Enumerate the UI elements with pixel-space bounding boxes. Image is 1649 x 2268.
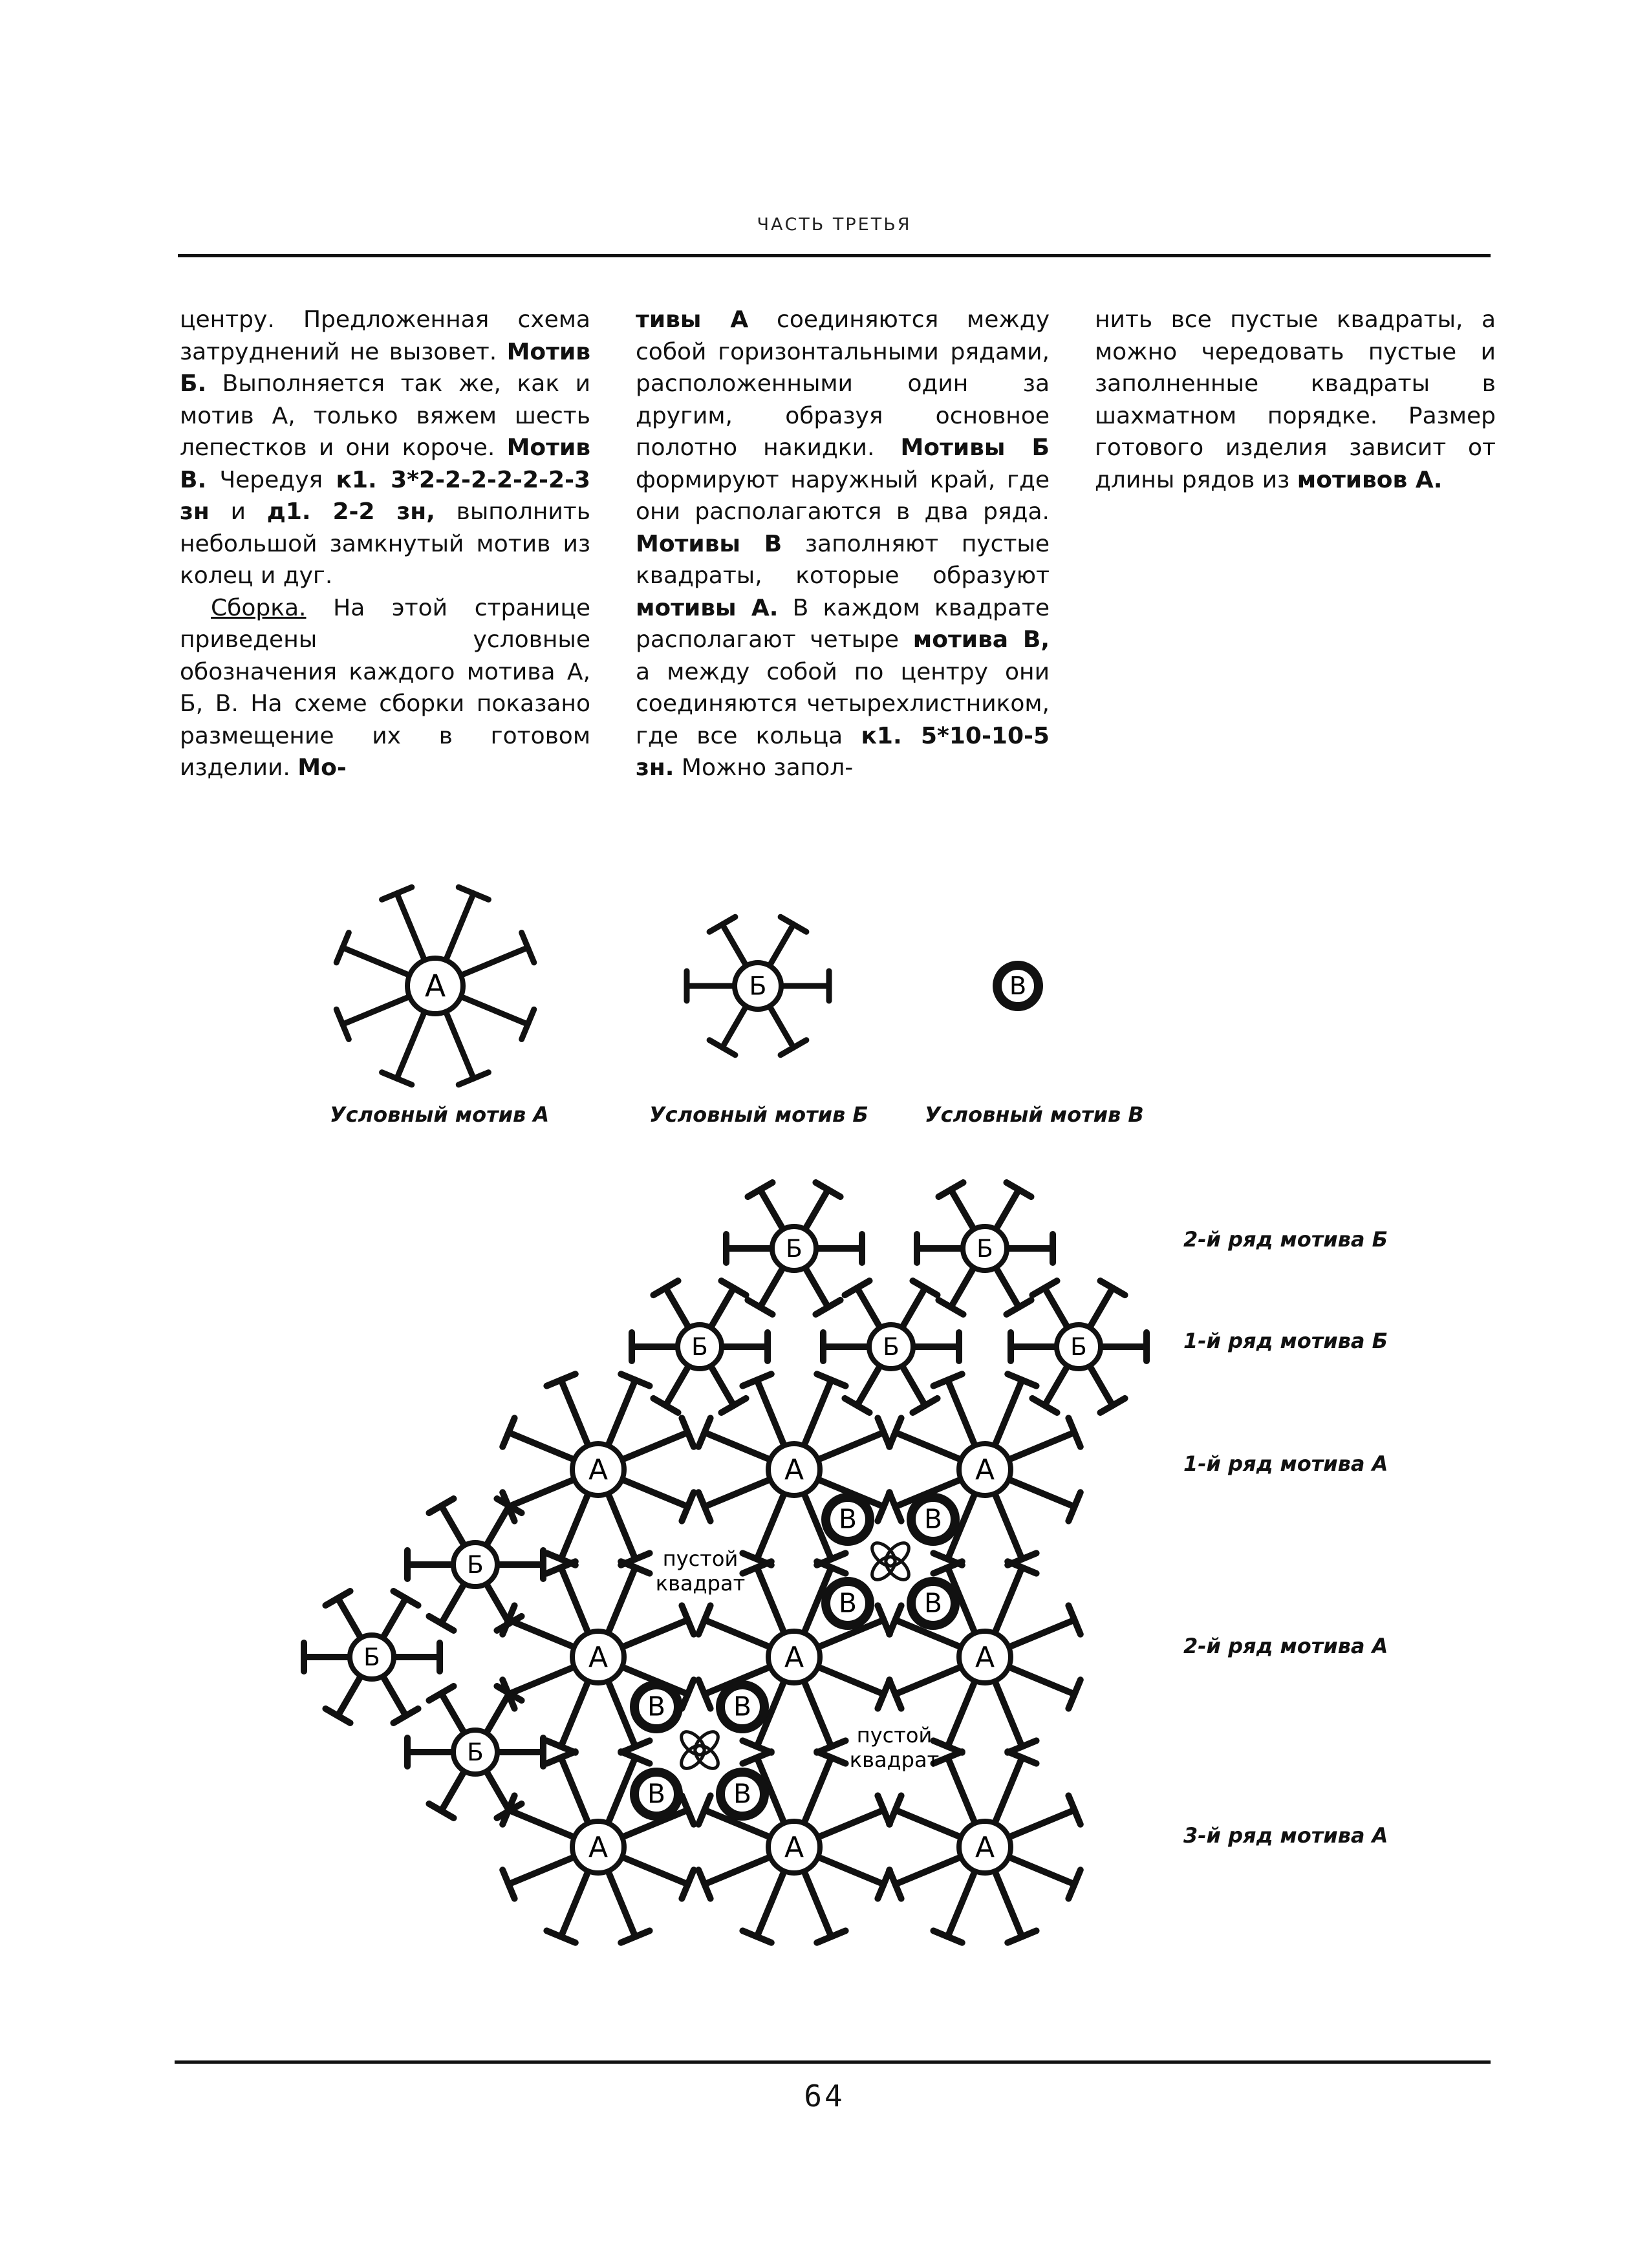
bold-fragment: мотивов А. <box>1297 466 1443 493</box>
row-label-a2: 2-й ряд мотива А <box>1183 1634 1388 1658</box>
diagram-motif-a-0-letter: А <box>588 1453 609 1487</box>
bold-fragment: мотивы А. <box>636 594 779 621</box>
row-label-b2: 2-й ряд мотива Б <box>1183 1227 1388 1252</box>
diagram-motif-a-7-letter: А <box>784 1831 804 1865</box>
diagram-motif-v-3-letter: В <box>924 1587 942 1619</box>
bold-fragment: Мотивы В <box>636 530 782 557</box>
diagram-motif-b-3-letter: Б <box>883 1332 900 1361</box>
caption-motif-a: Условный мотив А <box>330 1102 550 1127</box>
text-fragment: и <box>209 498 267 525</box>
footer-rule <box>175 2060 1491 2064</box>
text-fragment: соединяются между собой горизонтальными рядами, расположенными один за другим, образуя основное полотно накидки. <box>636 306 1050 461</box>
diagram-quatrefoil-1-leaf <box>882 1539 913 1570</box>
empty-square-label-1a: пустой <box>662 1546 738 1571</box>
bold-formula: к1. 5*10-10-5 зн. <box>636 722 1050 781</box>
bold-fragment: тивы А <box>636 306 749 333</box>
bold-formula-d1: д1. 2-2 зн, <box>266 498 435 525</box>
text-fragment: В каждом квадрате располагают четыре <box>636 594 1050 653</box>
empty-square-label-2a: пустой <box>856 1723 932 1748</box>
bold-fragment: Мо- <box>297 754 347 781</box>
text-fragment: а между собой по центру они соединяются четырехлистником, где все кольца <box>636 658 1050 749</box>
diagram-motif-a-5-letter: А <box>975 1641 995 1674</box>
bold-motif-b: Мотив Б. <box>180 338 590 397</box>
legend-motif-b-letter: Б <box>749 971 767 1001</box>
assembly-heading: Сборка. <box>211 594 307 621</box>
diagram-motif-b-1-letter: Б <box>976 1234 993 1263</box>
diagram-motif-v-5-letter: В <box>733 1691 751 1722</box>
diagram-motif-a-8-letter: А <box>975 1831 995 1865</box>
caption-motif-v: Условный мотив В <box>925 1102 1144 1127</box>
diagram-motif-v-6-letter: В <box>647 1778 665 1810</box>
diagram-motif-b-2-letter: Б <box>691 1332 708 1361</box>
text-fragment: Можно запол- <box>674 754 854 781</box>
diagram-quatrefoil-2-leaf <box>691 1728 722 1759</box>
motif-label-layer <box>350 958 1101 1873</box>
page-number: 64 <box>804 2079 845 2113</box>
text-fragment: заполняют пустые квадраты, которые образуют <box>636 530 1050 589</box>
text-fragment: центру. Предложенная схема затруднений не вызовет. <box>180 306 590 365</box>
diagram-motif-b-6-letter: Б <box>363 1642 380 1671</box>
text-fragment: выполнить небольшой замкнутый мотив из колец и дуг. <box>180 498 590 589</box>
legend-motif-v-letter: В <box>1009 971 1027 1001</box>
diagram-motif-v-1-letter: В <box>924 1503 942 1535</box>
legend-motif-a-letter: А <box>424 968 446 1005</box>
caption-motif-b: Условный мотив Б <box>649 1102 868 1127</box>
text-fragment: Чередуя <box>206 466 336 493</box>
empty-square-label-1b: квадрат <box>655 1571 746 1596</box>
bold-fragment: Мотивы Б <box>900 434 1050 461</box>
bold-formula-k1: к1. 3*2-2-2-2-2-2-3 зн <box>180 466 590 525</box>
empty-square-label-2b: квадрат <box>849 1748 940 1772</box>
diagram-motif-a-4-letter: А <box>784 1641 804 1674</box>
bold-motif-v: Мотив В. <box>180 434 590 493</box>
diagram-motif-v-4-letter: В <box>647 1691 665 1722</box>
diagram-motif-v-2-letter: В <box>839 1587 857 1619</box>
row-label-b1: 1-й ряд мотива Б <box>1183 1329 1388 1353</box>
diagram-motif-a-3-letter: А <box>588 1641 609 1674</box>
text-fragment: На этой странице приведены условные обозначения каждого мотива А, Б, В. На схеме сборки показано размещение их в готовом изделии. <box>180 594 590 781</box>
text-fragment: Выполняется так же, как и мотив А, только вяжем шесть лепестков и они короче. <box>180 370 590 461</box>
row-label-a1: 1-й ряд мотива А <box>1183 1451 1388 1476</box>
bold-fragment: мотива В, <box>912 626 1050 653</box>
diagram-motif-b-5-letter: Б <box>467 1550 484 1579</box>
diagram-motif-v-0-letter: В <box>839 1503 857 1535</box>
running-header: ЧАСТЬ ТРЕТЬЯ <box>757 215 912 235</box>
row-label-a3: 3-й ряд мотива А <box>1183 1823 1388 1848</box>
diagram-motif-a-1-letter: А <box>784 1453 804 1487</box>
diagram-motif-b-0-letter: Б <box>786 1234 803 1263</box>
diagram-motif-v-7-letter: В <box>733 1778 751 1810</box>
diagram-motif-a-2-letter: А <box>975 1453 995 1487</box>
diagram-motif-b-4-letter: Б <box>1070 1332 1087 1361</box>
diagram-motif-a-6-letter: А <box>588 1831 609 1865</box>
diagram-motif-b-7-letter: Б <box>467 1737 484 1766</box>
text-fragment: нить все пустые квадраты, а можно чередовать пустые и заполненные квадраты в шахматном порядке. Размер готового изделия зависит от длины рядов из <box>1095 306 1496 493</box>
text-fragment: формируют наружный край, где они располагаются в два ряда. <box>636 466 1050 525</box>
